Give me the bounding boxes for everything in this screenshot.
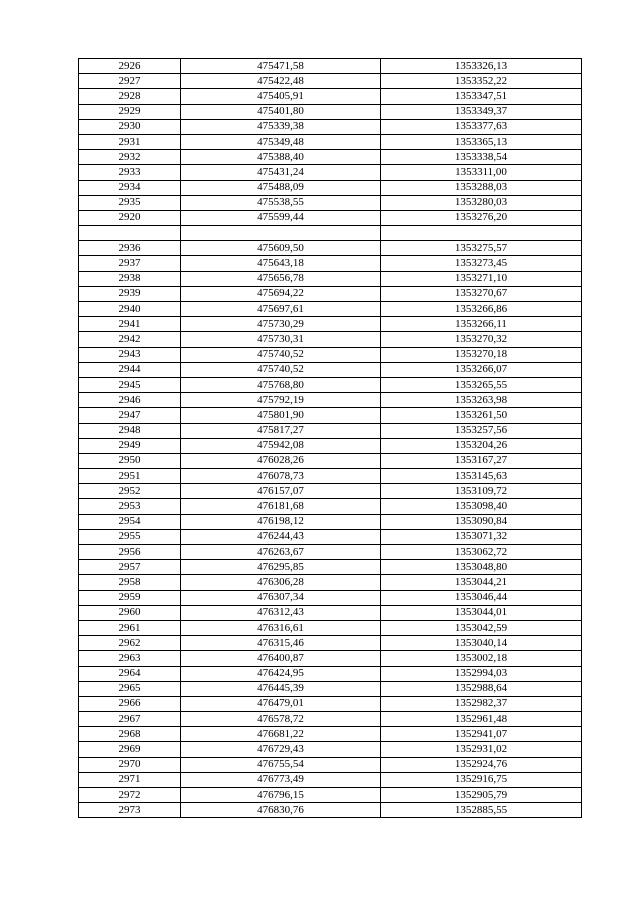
- point-number-cell: 2965: [79, 681, 181, 696]
- point-number-cell: 2938: [79, 271, 181, 286]
- x-coordinate-cell: 475538,55: [181, 195, 381, 210]
- y-coordinate-cell: 1353048,80: [381, 560, 582, 575]
- point-number-cell: 2949: [79, 438, 181, 453]
- table-row: [79, 271, 582, 286]
- point-number-cell: 2934: [79, 180, 181, 195]
- y-coordinate-cell: 1353311,00: [381, 165, 582, 180]
- point-number-cell: 2928: [79, 89, 181, 104]
- y-coordinate-cell: 1352988,64: [381, 681, 582, 696]
- table-row: [79, 180, 582, 195]
- point-number-cell: 2942: [79, 332, 181, 347]
- y-coordinate-cell: 1353261,50: [381, 408, 582, 423]
- table-row: [79, 317, 582, 332]
- x-coordinate-cell: 475942,08: [181, 438, 381, 453]
- table-row: [79, 590, 582, 605]
- table-row: [79, 696, 582, 711]
- table-row: [79, 134, 582, 149]
- x-coordinate-cell: 475740,52: [181, 362, 381, 377]
- point-number-cell: 2951: [79, 469, 181, 484]
- x-coordinate-cell: 476263,67: [181, 545, 381, 560]
- x-coordinate-cell: 476479,01: [181, 696, 381, 711]
- x-coordinate-cell: 475740,52: [181, 347, 381, 362]
- table-row: [79, 119, 582, 134]
- table-row: [79, 545, 582, 560]
- point-number-cell: 2967: [79, 712, 181, 727]
- y-coordinate-cell: 1353062,72: [381, 545, 582, 560]
- x-coordinate-cell: 476755,54: [181, 757, 381, 772]
- x-coordinate-cell: 476306,28: [181, 575, 381, 590]
- x-coordinate-cell: 475388,40: [181, 150, 381, 165]
- table-row: [79, 605, 582, 620]
- point-number-cell: 2962: [79, 636, 181, 651]
- point-number-cell: [79, 226, 181, 241]
- point-number-cell: 2948: [79, 423, 181, 438]
- y-coordinate-cell: 1353109,72: [381, 484, 582, 499]
- y-coordinate-cell: 1352916,75: [381, 772, 582, 787]
- y-coordinate-cell: 1353044,01: [381, 605, 582, 620]
- table-row: [79, 469, 582, 484]
- y-coordinate-cell: 1353265,55: [381, 377, 582, 392]
- y-coordinate-cell: 1353040,14: [381, 636, 582, 651]
- table-row: [79, 453, 582, 468]
- x-coordinate-cell: 475471,58: [181, 59, 381, 74]
- table-row: [79, 803, 582, 818]
- table-row: [79, 408, 582, 423]
- y-coordinate-cell: 1353349,37: [381, 104, 582, 119]
- x-coordinate-cell: 476028,26: [181, 453, 381, 468]
- x-coordinate-cell: 475488,09: [181, 180, 381, 195]
- x-coordinate-cell: 476315,46: [181, 636, 381, 651]
- x-coordinate-cell: 475694,22: [181, 286, 381, 301]
- x-coordinate-cell: 475401,80: [181, 104, 381, 119]
- y-coordinate-cell: [381, 226, 582, 241]
- point-number-cell: 2926: [79, 59, 181, 74]
- x-coordinate-cell: 476773,49: [181, 772, 381, 787]
- point-number-cell: 2941: [79, 317, 181, 332]
- y-coordinate-cell: 1352931,02: [381, 742, 582, 757]
- y-coordinate-cell: 1353271,10: [381, 271, 582, 286]
- x-coordinate-cell: 476157,07: [181, 484, 381, 499]
- x-coordinate-cell: [181, 226, 381, 241]
- y-coordinate-cell: 1353326,13: [381, 59, 582, 74]
- table-row: [79, 681, 582, 696]
- point-number-cell: 2955: [79, 529, 181, 544]
- y-coordinate-cell: 1353044,21: [381, 575, 582, 590]
- point-number-cell: 2935: [79, 195, 181, 210]
- y-coordinate-cell: 1353338,54: [381, 150, 582, 165]
- point-number-cell: 2929: [79, 104, 181, 119]
- table-row: [79, 423, 582, 438]
- point-number-cell: 2932: [79, 150, 181, 165]
- point-number-cell: 2973: [79, 803, 181, 818]
- y-coordinate-cell: 1352982,37: [381, 696, 582, 711]
- table-row: [79, 59, 582, 74]
- x-coordinate-cell: 476312,43: [181, 605, 381, 620]
- table-row: [79, 666, 582, 681]
- x-coordinate-cell: 475697,61: [181, 302, 381, 317]
- x-coordinate-cell: 476578,72: [181, 712, 381, 727]
- y-coordinate-cell: 1353098,40: [381, 499, 582, 514]
- x-coordinate-cell: 475656,78: [181, 271, 381, 286]
- y-coordinate-cell: 1352924,76: [381, 757, 582, 772]
- point-number-cell: 2937: [79, 256, 181, 271]
- table-row: [79, 302, 582, 317]
- point-number-cell: 2954: [79, 514, 181, 529]
- x-coordinate-cell: 475339,38: [181, 119, 381, 134]
- x-coordinate-cell: 475349,48: [181, 134, 381, 149]
- x-coordinate-cell: 475643,18: [181, 256, 381, 271]
- point-number-cell: 2959: [79, 590, 181, 605]
- y-coordinate-cell: 1353263,98: [381, 393, 582, 408]
- table-row: [79, 241, 582, 256]
- point-number-cell: 2966: [79, 696, 181, 711]
- x-coordinate-cell: 476445,39: [181, 681, 381, 696]
- point-number-cell: 2970: [79, 757, 181, 772]
- point-number-cell: 2963: [79, 651, 181, 666]
- table-row: [79, 150, 582, 165]
- point-number-cell: 2939: [79, 286, 181, 301]
- y-coordinate-cell: 1353270,67: [381, 286, 582, 301]
- y-coordinate-cell: 1353288,03: [381, 180, 582, 195]
- table-row: [79, 742, 582, 757]
- y-coordinate-cell: 1353046,44: [381, 590, 582, 605]
- point-number-cell: 2933: [79, 165, 181, 180]
- x-coordinate-cell: 476198,12: [181, 514, 381, 529]
- point-number-cell: 2931: [79, 134, 181, 149]
- x-coordinate-cell: 475730,31: [181, 332, 381, 347]
- x-coordinate-cell: 476078,73: [181, 469, 381, 484]
- point-number-cell: 2964: [79, 666, 181, 681]
- coordinates-table: [78, 58, 582, 818]
- table-row: [79, 560, 582, 575]
- x-coordinate-cell: 476400,87: [181, 651, 381, 666]
- x-coordinate-cell: 475609,50: [181, 241, 381, 256]
- y-coordinate-cell: 1353266,11: [381, 317, 582, 332]
- point-number-cell: 2956: [79, 545, 181, 560]
- x-coordinate-cell: 475730,29: [181, 317, 381, 332]
- point-number-cell: 2944: [79, 362, 181, 377]
- table-row: [79, 620, 582, 635]
- table-row: [79, 393, 582, 408]
- table-row: [79, 727, 582, 742]
- table-row: [79, 362, 582, 377]
- y-coordinate-cell: 1353352,22: [381, 74, 582, 89]
- x-coordinate-cell: 476729,43: [181, 742, 381, 757]
- table-row: [79, 651, 582, 666]
- y-coordinate-cell: 1353266,07: [381, 362, 582, 377]
- point-number-cell: 2972: [79, 788, 181, 803]
- table-row: [79, 712, 582, 727]
- point-number-cell: 2969: [79, 742, 181, 757]
- table-row: [79, 636, 582, 651]
- point-number-cell: 2952: [79, 484, 181, 499]
- table-row: [79, 195, 582, 210]
- x-coordinate-cell: 476181,68: [181, 499, 381, 514]
- table-row: [79, 575, 582, 590]
- y-coordinate-cell: 1352905,79: [381, 788, 582, 803]
- table-row: [79, 347, 582, 362]
- table-row: [79, 332, 582, 347]
- table-row: [79, 165, 582, 180]
- table-row: [79, 529, 582, 544]
- point-number-cell: 2971: [79, 772, 181, 787]
- point-number-cell: 2957: [79, 560, 181, 575]
- y-coordinate-cell: 1353273,45: [381, 256, 582, 271]
- y-coordinate-cell: 1353071,32: [381, 529, 582, 544]
- table-row: [79, 499, 582, 514]
- point-number-cell: 2940: [79, 302, 181, 317]
- point-number-cell: 2961: [79, 620, 181, 635]
- x-coordinate-cell: 475431,24: [181, 165, 381, 180]
- y-coordinate-cell: 1353365,13: [381, 134, 582, 149]
- x-coordinate-cell: 475792,19: [181, 393, 381, 408]
- x-coordinate-cell: 475599,44: [181, 210, 381, 225]
- table-row: [79, 89, 582, 104]
- table-row: [79, 788, 582, 803]
- y-coordinate-cell: 1353280,03: [381, 195, 582, 210]
- y-coordinate-cell: 1353090,84: [381, 514, 582, 529]
- y-coordinate-cell: 1353042,59: [381, 620, 582, 635]
- point-number-cell: 2920: [79, 210, 181, 225]
- table-row: [79, 484, 582, 499]
- y-coordinate-cell: 1353145,63: [381, 469, 582, 484]
- x-coordinate-cell: 476295,85: [181, 560, 381, 575]
- table-row: [79, 74, 582, 89]
- y-coordinate-cell: 1353257,56: [381, 423, 582, 438]
- table-row: [79, 104, 582, 119]
- point-number-cell: 2950: [79, 453, 181, 468]
- x-coordinate-cell: 476307,34: [181, 590, 381, 605]
- x-coordinate-cell: 475405,91: [181, 89, 381, 104]
- x-coordinate-cell: 476244,43: [181, 529, 381, 544]
- y-coordinate-cell: 1352885,55: [381, 803, 582, 818]
- table-row: [79, 256, 582, 271]
- table-row: [79, 757, 582, 772]
- y-coordinate-cell: 1353002,18: [381, 651, 582, 666]
- y-coordinate-cell: 1353204,26: [381, 438, 582, 453]
- x-coordinate-cell: 476796,15: [181, 788, 381, 803]
- table-row: [79, 226, 582, 241]
- x-coordinate-cell: 476681,22: [181, 727, 381, 742]
- table-row: [79, 377, 582, 392]
- table-row: [79, 438, 582, 453]
- point-number-cell: 2927: [79, 74, 181, 89]
- point-number-cell: 2958: [79, 575, 181, 590]
- point-number-cell: 2930: [79, 119, 181, 134]
- table-row: [79, 286, 582, 301]
- table-row: [79, 210, 582, 225]
- y-coordinate-cell: 1353347,51: [381, 89, 582, 104]
- x-coordinate-cell: 476830,76: [181, 803, 381, 818]
- x-coordinate-cell: 476316,61: [181, 620, 381, 635]
- x-coordinate-cell: 475817,27: [181, 423, 381, 438]
- y-coordinate-cell: 1353167,27: [381, 453, 582, 468]
- coordinates-table-body: [79, 59, 582, 818]
- y-coordinate-cell: 1353270,18: [381, 347, 582, 362]
- y-coordinate-cell: 1353377,63: [381, 119, 582, 134]
- y-coordinate-cell: 1353270,32: [381, 332, 582, 347]
- point-number-cell: 2943: [79, 347, 181, 362]
- point-number-cell: 2936: [79, 241, 181, 256]
- y-coordinate-cell: 1353275,57: [381, 241, 582, 256]
- point-number-cell: 2968: [79, 727, 181, 742]
- y-coordinate-cell: 1353266,86: [381, 302, 582, 317]
- point-number-cell: 2947: [79, 408, 181, 423]
- y-coordinate-cell: 1353276,20: [381, 210, 582, 225]
- x-coordinate-cell: 475801,90: [181, 408, 381, 423]
- y-coordinate-cell: 1352994,03: [381, 666, 582, 681]
- table-row: [79, 772, 582, 787]
- x-coordinate-cell: 476424,95: [181, 666, 381, 681]
- x-coordinate-cell: 475422,48: [181, 74, 381, 89]
- point-number-cell: 2953: [79, 499, 181, 514]
- point-number-cell: 2946: [79, 393, 181, 408]
- x-coordinate-cell: 475768,80: [181, 377, 381, 392]
- y-coordinate-cell: 1352961,48: [381, 712, 582, 727]
- point-number-cell: 2960: [79, 605, 181, 620]
- table-row: [79, 514, 582, 529]
- point-number-cell: 2945: [79, 377, 181, 392]
- y-coordinate-cell: 1352941,07: [381, 727, 582, 742]
